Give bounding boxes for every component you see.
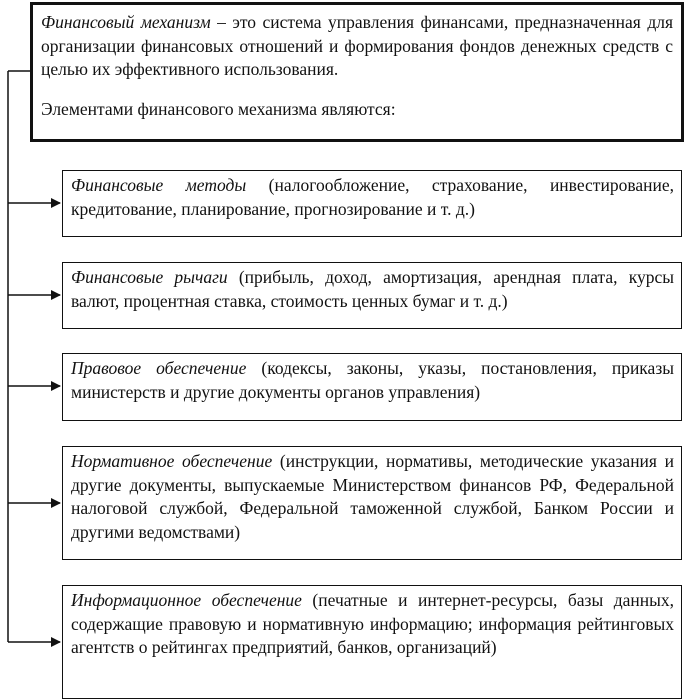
definition-box bbox=[30, 2, 684, 142]
element-term: Правовое обеспечение bbox=[71, 358, 247, 378]
element-box-financial-levers bbox=[62, 262, 682, 329]
definition-paragraph bbox=[41, 11, 673, 82]
element-description: (кодексы, законы, указы, постановления, приказы министерств и другие документы органов управления) bbox=[71, 358, 674, 402]
element-box-information-support bbox=[62, 585, 682, 699]
element-term: Финансовые методы bbox=[71, 175, 247, 195]
element-term: Информационное обеспечение bbox=[71, 590, 302, 610]
element-box-legal-support bbox=[62, 353, 682, 421]
element-box-financial-methods bbox=[62, 170, 682, 237]
element-term: Нормативное обеспечение bbox=[71, 451, 273, 471]
element-description: (прибыль, доход, амортизация, арендная плата, курсы валют, процентная ставка, стоимость ценных бумаг и т. д.) bbox=[71, 267, 674, 311]
element-description: (налогообложение, страхование, инвестирование, кредитование, планирование, прогнозирование и т. д.) bbox=[71, 175, 674, 219]
definition-text: – это система управления финансами, предназначенная для организации финансовых отношений и формирования фондов денежных средств с целью их эффективного использования. bbox=[41, 12, 674, 79]
element-description: (печатные и интернет-ресурсы, базы данных, содержащие правовую и нормативную информацию; информация рейтинговых агентств о рейтингах предприятий, банков, организаций) bbox=[71, 590, 674, 657]
element-term: Финансовые рычаги bbox=[71, 267, 228, 287]
elements-intro: Элементами финансового механизма являются: bbox=[41, 98, 396, 119]
element-box-normative-support bbox=[62, 446, 682, 560]
element-description: (инструкции, нормативы, методические указания и другие документы, выпускаемые Министерством финансов РФ, Федеральной налоговой службой, Федеральной таможенной службой, Банком России и другими ведомствами) bbox=[71, 451, 674, 542]
definition-term: Финансовый механизм bbox=[41, 12, 211, 32]
